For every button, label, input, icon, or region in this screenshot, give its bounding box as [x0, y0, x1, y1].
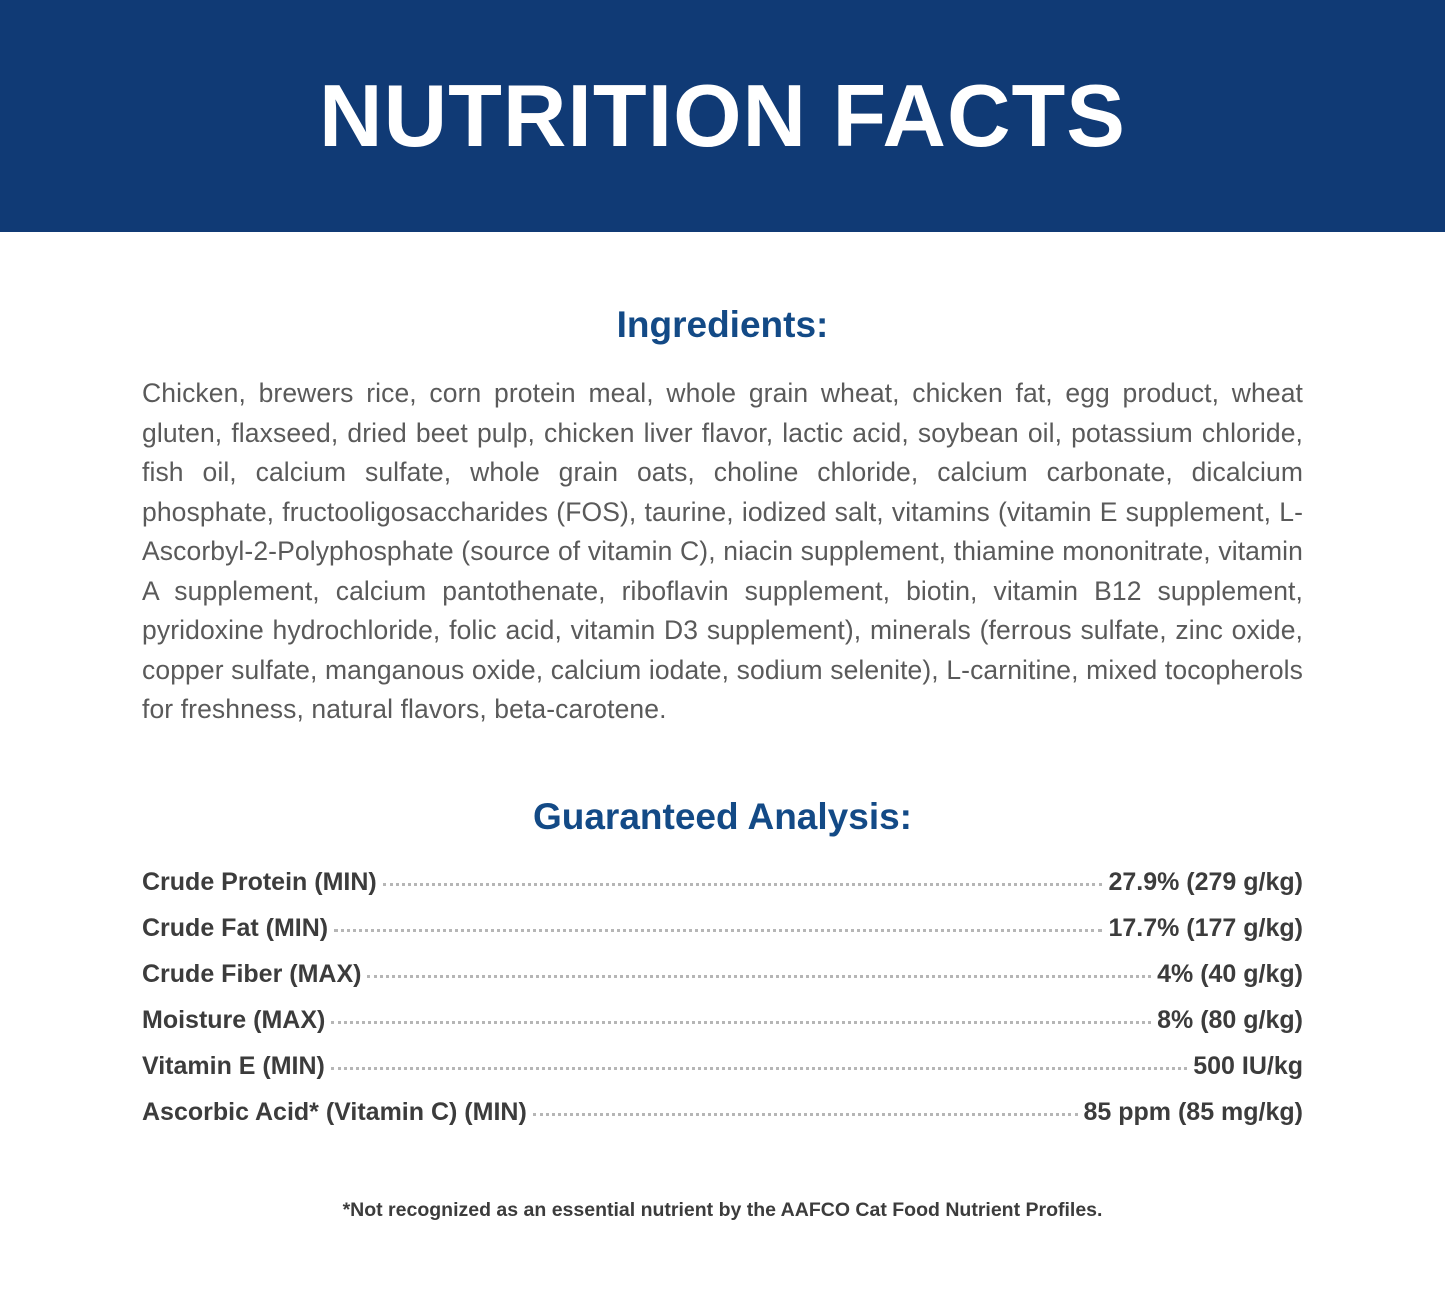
table-row	[142, 868, 1303, 897]
nutrient-label: Moisture (MAX)	[142, 1005, 326, 1034]
nutrient-value: 4% (40 g/kg)	[1157, 959, 1303, 988]
table-row	[142, 960, 1303, 989]
nutrient-value: 85 ppm (85 mg/kg)	[1083, 1097, 1303, 1126]
dot-leader	[334, 929, 1102, 932]
content-area	[0, 232, 1445, 1222]
nutrient-value: 17.7% (177 g/kg)	[1108, 913, 1303, 942]
ingredients-text: Chicken, brewers rice, corn protein meal, whole grain wheat, chicken fat, egg product, wheat gluten, flaxseed, dried beet pulp, chicken liver flavor, lactic acid, soybean oil, potassium chloride, fish oil, calcium sulfate, whole grain oats, choline chloride, calcium carbonate, dicalcium phosphate, fructooligosaccharides (FOS), taurine, iodized salt, vitamins (vitamin E supplement, L-Ascorbyl-2-Polyphosphate (source of vitamin C), niacin supplement, thiamine mononitrate, vitamin A supplement, calcium pantothenate, riboflavin supplement, biotin, vitamin B12 supplement, pyridoxine hydrochloride, folic acid, vitamin D3 supplement), minerals (ferrous sulfate, zinc oxide, copper sulfate, manganous oxide, calcium iodate, sodium selenite), L-carnitine, mixed tocopherols for freshness, natural flavors, beta-carotene.	[142, 378, 1303, 724]
footnote: *Not recognized as an essential nutrient by the AAFCO Cat Food Nutrient Profiles.	[342, 1198, 1103, 1221]
nutrient-label: Crude Protein (MIN)	[142, 867, 377, 896]
nutrient-label: Crude Fiber (MAX)	[142, 959, 362, 988]
nutrient-label: Vitamin E (MIN)	[142, 1051, 325, 1080]
guaranteed-analysis-list	[142, 868, 1303, 1127]
dot-leader	[383, 883, 1103, 886]
table-row	[142, 1006, 1303, 1035]
table-row	[142, 914, 1303, 943]
guaranteed-analysis-heading: Guaranteed Analysis:	[532, 795, 913, 837]
table-row	[142, 1098, 1303, 1127]
page-title: NUTRITION FACTS	[319, 66, 1126, 165]
nutrient-value: 27.9% (279 g/kg)	[1108, 867, 1303, 896]
nutrient-value: 8% (80 g/kg)	[1157, 1005, 1303, 1034]
table-row	[142, 1052, 1303, 1081]
nutrient-label: Ascorbic Acid* (Vitamin C) (MIN)	[142, 1097, 527, 1126]
dot-leader	[533, 1113, 1078, 1116]
ingredients-heading: Ingredients:	[616, 304, 829, 345]
dot-leader	[331, 1067, 1187, 1070]
nutrient-value: 500 IU/kg	[1193, 1051, 1303, 1080]
header-band	[0, 0, 1445, 232]
dot-leader	[367, 975, 1151, 978]
dot-leader	[331, 1021, 1151, 1024]
nutrient-label: Crude Fat (MIN)	[142, 913, 329, 942]
